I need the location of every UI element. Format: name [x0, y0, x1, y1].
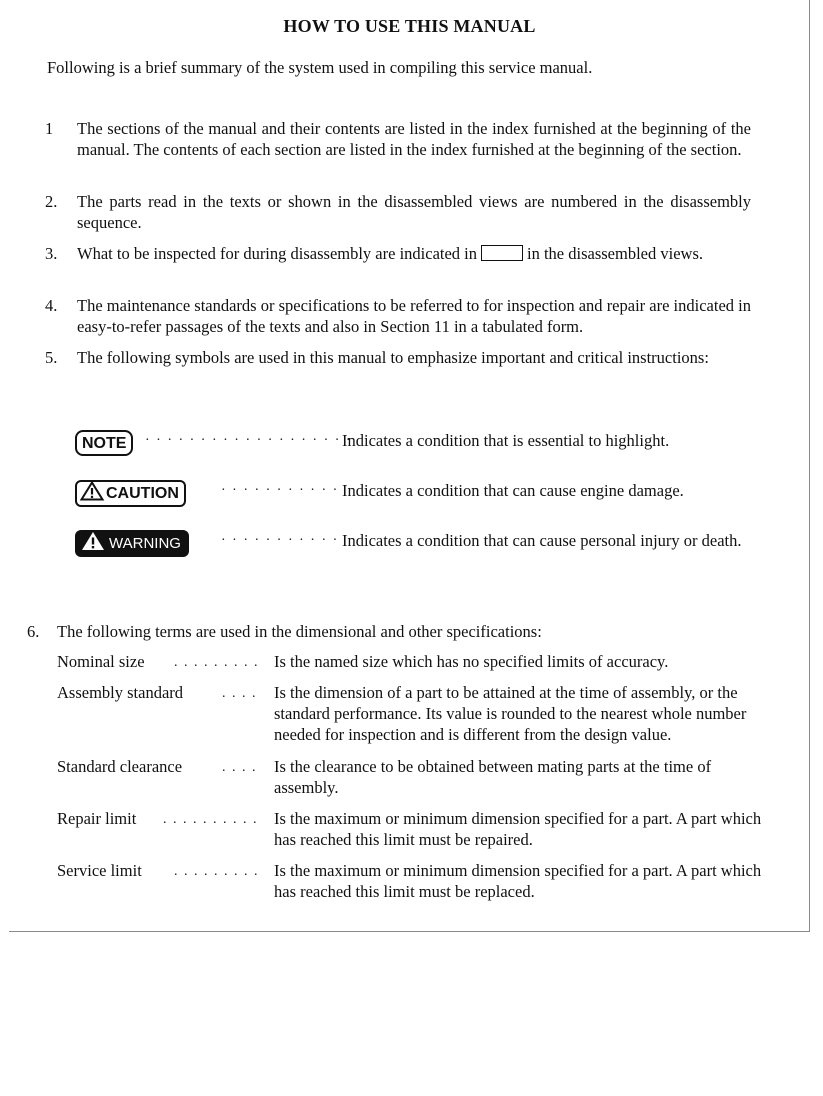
list-item-text: The parts read in the texts or shown in the disassembled views are numbered in the disassembly sequence. — [77, 192, 751, 232]
term-name: Service limit — [57, 861, 142, 880]
list-item-1 — [45, 118, 751, 160]
term-row — [57, 756, 792, 798]
list-item-text-after: in the disassembled views. — [527, 244, 703, 263]
symbol-description: Indicates a condition that is essential to highlight. — [342, 431, 670, 450]
list-item-number: 3. — [45, 244, 58, 263]
leader-dots: . . . . . . . . . . — [163, 812, 258, 827]
symbol-description: Indicates a condition that can cause personal injury or death. — [342, 531, 742, 550]
term-row — [57, 808, 792, 850]
list-item-text: The maintenance standards or specifications to be referred to for inspection and repair are indicated in easy-to-refer passages of the texts and also in Section 11 in a tabulated form. — [77, 296, 751, 336]
list-item-number: 4. — [45, 296, 58, 315]
leader-dots: . . . . — [222, 686, 257, 701]
term-name: Nominal size — [57, 652, 145, 671]
warning-badge-label: WARNING — [109, 535, 181, 552]
inspection-box-symbol — [481, 245, 523, 261]
list-item-5 — [45, 347, 751, 368]
manual-page — [9, 0, 810, 932]
note-badge-label: NOTE — [82, 434, 127, 452]
warning-badge — [75, 530, 189, 557]
list-item-number: 6. — [27, 622, 40, 641]
list-item-number: 1 — [45, 119, 54, 138]
term-row — [57, 682, 792, 745]
warning-triangle-icon — [81, 531, 105, 557]
list-item-number: 2. — [45, 192, 58, 211]
symbol-description: Indicates a condition that can cause engine damage. — [342, 481, 684, 500]
leader-dots: . . . . . . . . . — [174, 655, 259, 670]
list-item-number: 5. — [45, 348, 58, 367]
term-description: Is the maximum or minimum dimension specified for a part. A part which has reached this limit must be replaced. — [274, 861, 762, 901]
term-description: Is the clearance to be obtained between mating parts at the time of assembly. — [274, 757, 712, 797]
list-item-2 — [45, 191, 751, 233]
term-name: Assembly standard — [57, 683, 184, 702]
leader-dots: . . . . . . . . . — [174, 864, 259, 879]
caution-triangle-icon — [80, 481, 104, 507]
page-title: HOW TO USE THIS MANUAL — [283, 16, 536, 36]
list-item-text-before: What to be inspected for during disassembly are indicated in — [77, 244, 478, 263]
list-item-6 — [27, 621, 787, 642]
term-row — [57, 651, 792, 672]
caution-badge — [75, 480, 186, 507]
leader-dots: . . . . — [222, 760, 257, 775]
term-name: Repair limit — [57, 809, 137, 828]
term-description: Is the maximum or minimum dimension specified for a part. A part which has reached this limit must be repaired. — [274, 809, 762, 849]
leader-dots: · · · · · · · · · · · · · · · · · · · — [145, 433, 353, 448]
leader-dots: · · · · · · · · · · · — [221, 533, 339, 548]
caution-badge-label: CAUTION — [106, 485, 179, 502]
list-item-text: The following terms are used in the dimensional and other specifications: — [57, 622, 542, 641]
term-row — [57, 860, 792, 902]
list-item-4 — [45, 295, 751, 337]
leader-dots: · · · · · · · · · · · — [221, 483, 339, 498]
list-item-text: The sections of the manual and their contents are listed in the index furnished at the beginning of the manual. The contents of each section are listed in the index furnished at the beginning of the section. — [77, 119, 751, 159]
note-badge — [75, 430, 133, 456]
list-item-text — [77, 243, 751, 264]
term-description: Is the named size which has no specified limits of accuracy. — [274, 652, 669, 671]
term-name: Standard clearance — [57, 757, 183, 776]
term-description: Is the dimension of a part to be attained at the time of assembly, or the standard performance. Its value is rounded to the nearest whole number needed for inspection and is different from the design value. — [274, 683, 747, 744]
list-item-3 — [45, 243, 751, 264]
intro-text: Following is a brief summary of the system used in compiling this service manual. — [47, 58, 593, 77]
list-item-text: The following symbols are used in this manual to emphasize important and critical instructions: — [77, 348, 709, 367]
